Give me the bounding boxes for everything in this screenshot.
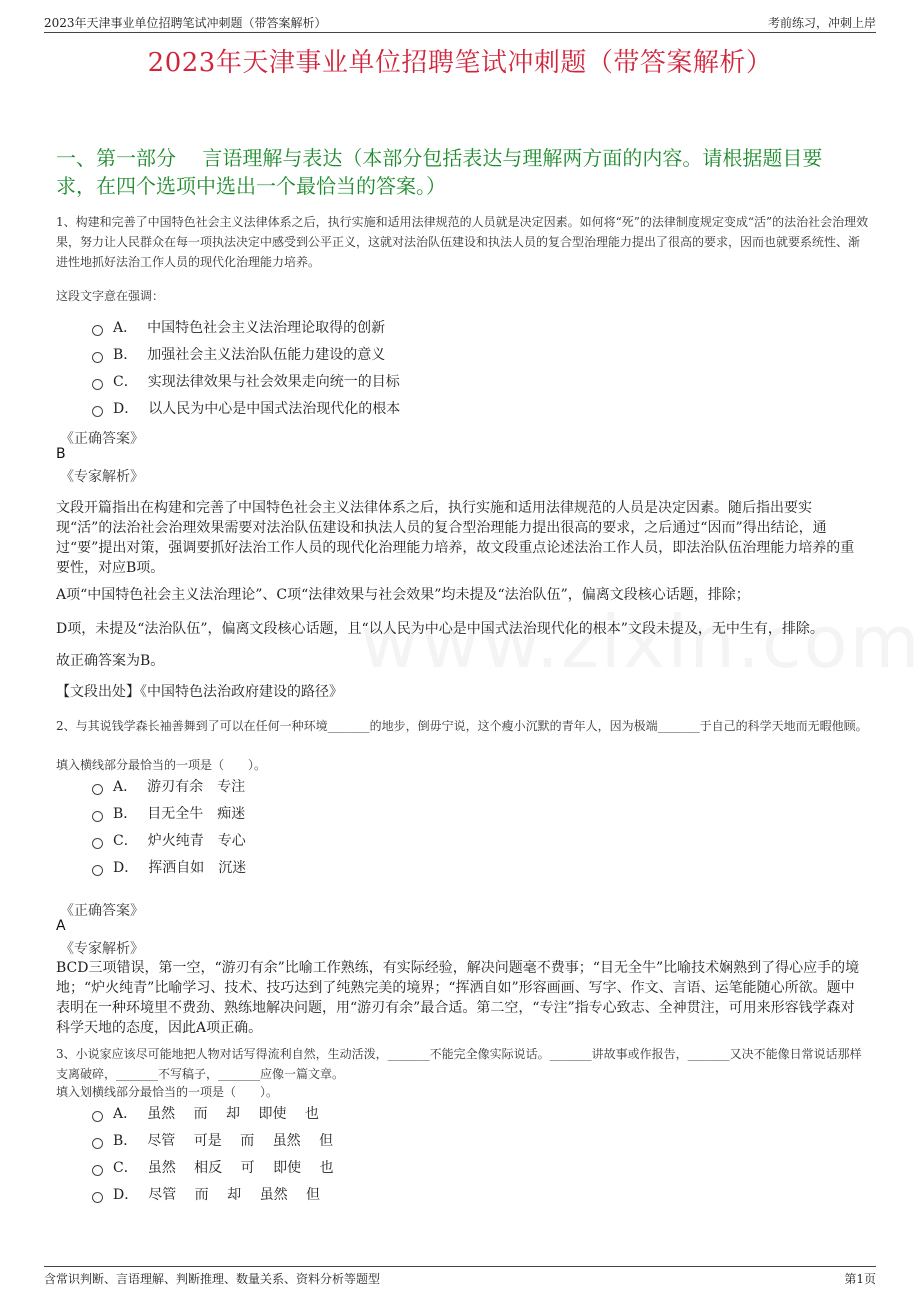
option-letter: B． [113, 1133, 138, 1149]
page-number: 第1页 [844, 1272, 876, 1286]
radio-icon[interactable] [92, 1138, 103, 1149]
option-letter: A． [113, 320, 138, 336]
option-text: 炉火纯青 专心 [147, 833, 246, 849]
option-letter: C． [113, 374, 138, 390]
question-1-text: 1、构建和完善了中国特色社会主义法律体系之后，执行实施和适用法律规范的人员就是决定因素。如何将“死”的法律制度规定变成“活”的法治社会治理效果，努力让人民群众在每一项执法决定中感受到公平正义，这就对法治队伍建设和执法人员的复合型治理能力提出了很高的要求，因而也就要系统性、渐进性地抓好法治工作人员的现代化治理能力培养。 [56, 215, 869, 269]
analysis-paragraph: A项“中国特色社会主义法治理论”、C项“法律效果与社会效果”均未提及“法治队伍”，偏离文段核心话题，排除； [56, 587, 750, 603]
option-text: 尽管 可是 而 虽然 但 [147, 1133, 334, 1149]
option-text: 中国特色社会主义法治理论取得的创新 [147, 320, 386, 336]
option-text: 实现法律效果与社会效果走向统一的目标 [147, 374, 400, 390]
option-letter: D． [113, 860, 139, 876]
radio-icon[interactable] [92, 379, 103, 390]
radio-icon[interactable] [92, 1111, 103, 1122]
footer-topics: 含常识判断、言语理解、判断推理、数量关系、资料分析等题型 [44, 1272, 381, 1286]
option-letter: D． [113, 1187, 139, 1203]
header-slogan: 考前练习，冲刺上岸 [767, 16, 876, 30]
option-letter: A． [113, 779, 138, 795]
analysis-paragraph: 故正确答案为B。 [56, 653, 165, 669]
option-text: 挥洒自如 沉迷 [148, 860, 247, 876]
option-letter: B． [113, 806, 138, 822]
question-1-option-a[interactable] [92, 316, 385, 338]
question-1-prompt: 这段文字意在强调： [56, 289, 165, 303]
radio-icon[interactable] [92, 865, 103, 876]
question-3-option-c[interactable] [92, 1156, 334, 1178]
section-heading: 一、第一部分 言语理解与表达（本部分包括表达与理解两方面的内容。请根据题目要求，在四个选项中选出一个最恰当的答案。） [56, 146, 823, 198]
analysis-label: 《专家解析》 [60, 941, 144, 957]
option-letter: B． [113, 347, 138, 363]
option-text: 尽管 而 却 虽然 但 [148, 1187, 321, 1203]
analysis-paragraph: 文段开篇指出在构建和完善了中国特色社会主义法律体系之后，执行实施和适用法律规范的人员是决定因素。随后指出要实现“活”的法治社会治理效果需要对法治队伍建设和执法人员的复合型治理能力提出很高的要求，之后通过“因而”得出结论，通过“要”提出对策，强调要抓好法治工作人员的现代化治理能力培养，故文段重点论述法治工作人员，即法治队伍治理能力培养的重要性，对应B项。 [56, 500, 855, 576]
radio-icon[interactable] [92, 811, 103, 822]
question-1-option-d[interactable] [92, 397, 400, 419]
option-letter: C． [113, 833, 138, 849]
option-text: 加强社会主义法治队伍能力建设的意义 [147, 347, 386, 363]
option-letter: D． [113, 401, 139, 417]
option-text: 虽然 而 却 即使 也 [147, 1106, 319, 1122]
question-2-option-d[interactable] [92, 856, 246, 878]
question-3-option-d[interactable] [92, 1183, 320, 1205]
option-letter: A． [113, 1106, 138, 1122]
question-2-prompt: 填入横线部分最恰当的一项是（ ）。 [56, 758, 267, 772]
answer-label: 《正确答案》 [60, 431, 144, 447]
page-header [44, 12, 876, 33]
analysis-label: 《专家解析》 [60, 469, 144, 485]
radio-icon[interactable] [92, 1192, 103, 1203]
question-3-text: 3、小说家应该尽可能地把人物对话写得流利自然，生动活泼，_______不能完全像实际说话。_______讲故事或作报告，_______又决不能像日常说话那样支离破碎，_______不写稿子，_______应像一篇文章。 [56, 1047, 862, 1081]
analysis-paragraph: BCD三项错误，第一空，“游刃有余”比喻工作熟练，有实际经验，解决问题毫不费事；“目无全牛”比喻技术娴熟到了得心应手的境地；“炉火纯青”比喻学习、技术、技巧达到了纯熟完美的境界；“挥洒自如”形容画画、写字、作文、言语、运笔能随心所欲。题中表明在一种环境里不费劲、熟练地解决问题，用“游刃有余”最合适。第二空，“专注”指专心致志、全神贯注，可用来形容钱学森对科学天地的态度，因此A项正确。 [56, 960, 860, 1036]
radio-icon[interactable] [92, 325, 103, 336]
header-doc-title: 2023年天津事业单位招聘笔试冲刺题（带答案解析） [44, 16, 327, 30]
analysis-paragraph: D项，未提及“法治队伍”，偏离文段核心话题，且“以人民为中心是中国式法治现代化的根本”文段未提及，无中生有，排除。 [56, 621, 824, 637]
question-1-option-b[interactable] [92, 343, 385, 365]
answer-label: 《正确答案》 [60, 903, 144, 919]
question-2-option-a[interactable] [92, 775, 245, 797]
question-3-option-b[interactable] [92, 1129, 333, 1151]
option-text: 虽然 相反 可 即使 也 [147, 1160, 334, 1176]
answer-value: B [56, 446, 66, 462]
option-text: 以人民为中心是中国式法治现代化的根本 [148, 401, 401, 417]
source-citation: 【文段出处】《中国特色法治政府建设的路径》 [56, 684, 343, 700]
question-2-text: 2、与其说钱学森长袖善舞到了可以在任何一种环境_______的地步，倒毋宁说，这个瘦小沉默的青年人，因为极端_______于自己的科学天地而无暇他顾。 [56, 719, 868, 733]
radio-icon[interactable] [92, 838, 103, 849]
option-letter: C． [113, 1160, 138, 1176]
option-text: 目无全牛 痴迷 [147, 806, 246, 822]
radio-icon[interactable] [92, 352, 103, 363]
question-2-option-c[interactable] [92, 829, 246, 851]
question-1-option-c[interactable] [92, 370, 400, 392]
radio-icon[interactable] [92, 406, 103, 417]
answer-value: A [56, 918, 66, 934]
page-footer [44, 1266, 876, 1287]
question-3-option-a[interactable] [92, 1102, 319, 1124]
question-3-prompt: 填入划横线部分最恰当的一项是（ ）。 [56, 1085, 279, 1099]
option-text: 游刃有余 专注 [147, 779, 246, 795]
watermark [360, 600, 920, 684]
radio-icon[interactable] [92, 1165, 103, 1176]
radio-icon[interactable] [92, 784, 103, 795]
question-2-option-b[interactable] [92, 802, 245, 824]
page-title: 2023年天津事业单位招聘笔试冲刺题（带答案解析） [147, 48, 773, 78]
